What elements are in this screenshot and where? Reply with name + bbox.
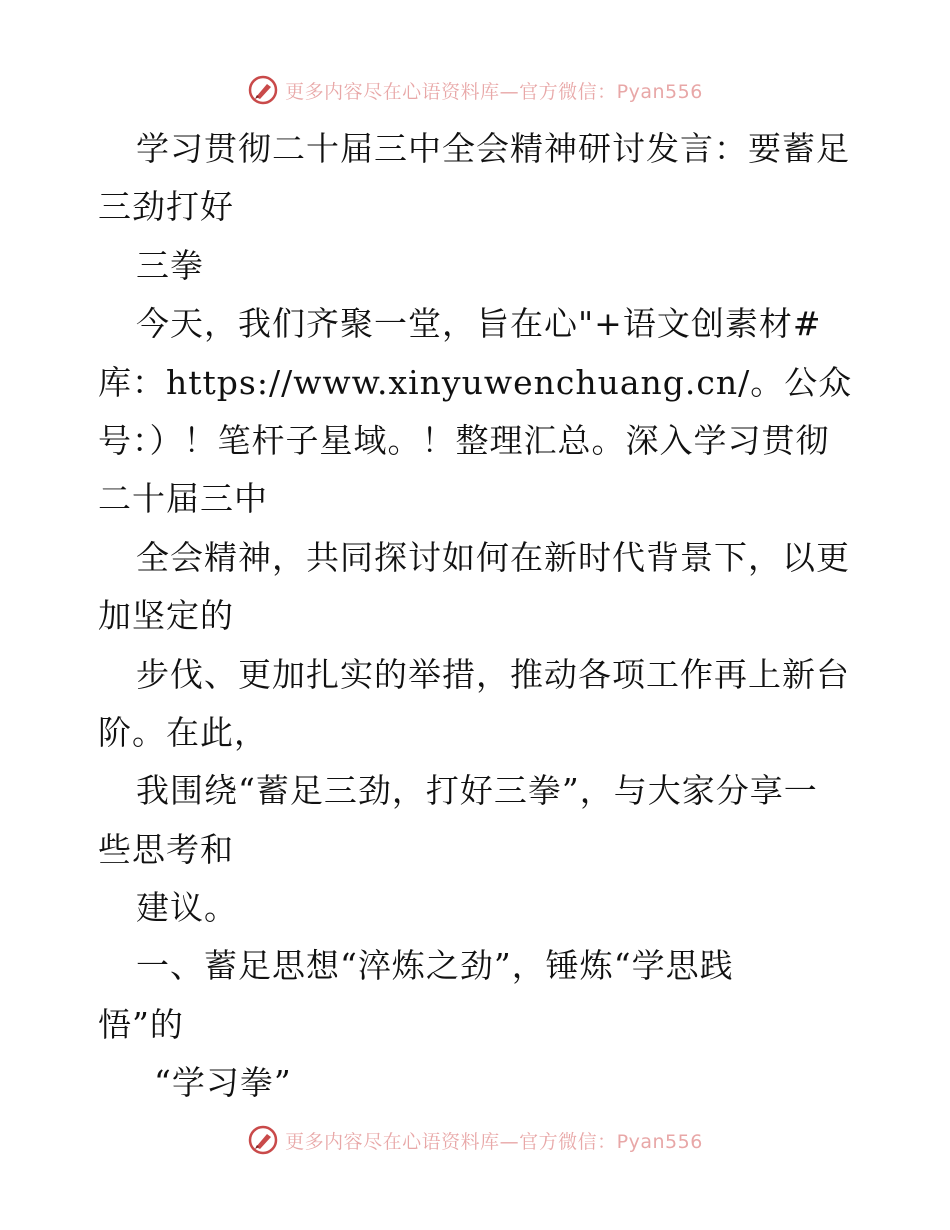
text-line: 学习贯彻二十届三中全会精神研讨发言：要蓄足 [136, 129, 850, 168]
text-line: 二十届三中 [98, 479, 268, 519]
pen-logo-icon [247, 74, 279, 106]
text-line: 三拳 [136, 245, 204, 285]
text-line: 全会精神，共同探讨如何在新时代背景下，以更 [136, 537, 850, 577]
watermark-text: 更多内容尽在心语资料库—官方微信：Pyan556 [285, 1130, 703, 1153]
watermark-text: 更多内容尽在心语资料库—官方微信：Pyan556 [285, 80, 703, 103]
pen-logo-icon [247, 1124, 279, 1156]
header-watermark [0, 70, 950, 110]
text-line: 些思考和 [98, 829, 234, 869]
text-line: 三劲打好 [98, 187, 234, 227]
text-line: 步伐、更加扎实的举措，推动各项工作再上新台 [136, 654, 850, 694]
text-line: 我围绕“蓄足三劲，打好三拳”，与大家分享一 [136, 771, 818, 811]
text-line: 今天，我们齐聚一堂，旨在心"+语文创素材# [136, 304, 822, 344]
text-line: 加坚定的 [98, 596, 234, 636]
document-body [98, 120, 858, 1113]
footer-watermark [0, 1120, 950, 1160]
text-line: “学习拳” [154, 1063, 292, 1103]
text-line: 悟”的 [98, 1004, 184, 1044]
text-line: 库：https://www.xinyuwenchuang.cn/。公众 [98, 362, 853, 402]
text-line: 号：）！笔杆子星域。！整理汇总。深入学习贯彻 [98, 420, 830, 460]
text-line: 阶。在此， [98, 712, 268, 752]
text-line: 一、蓄足思想“淬炼之劲”，锤炼“学思践 [136, 946, 734, 986]
text-line: 建议。 [136, 888, 238, 928]
